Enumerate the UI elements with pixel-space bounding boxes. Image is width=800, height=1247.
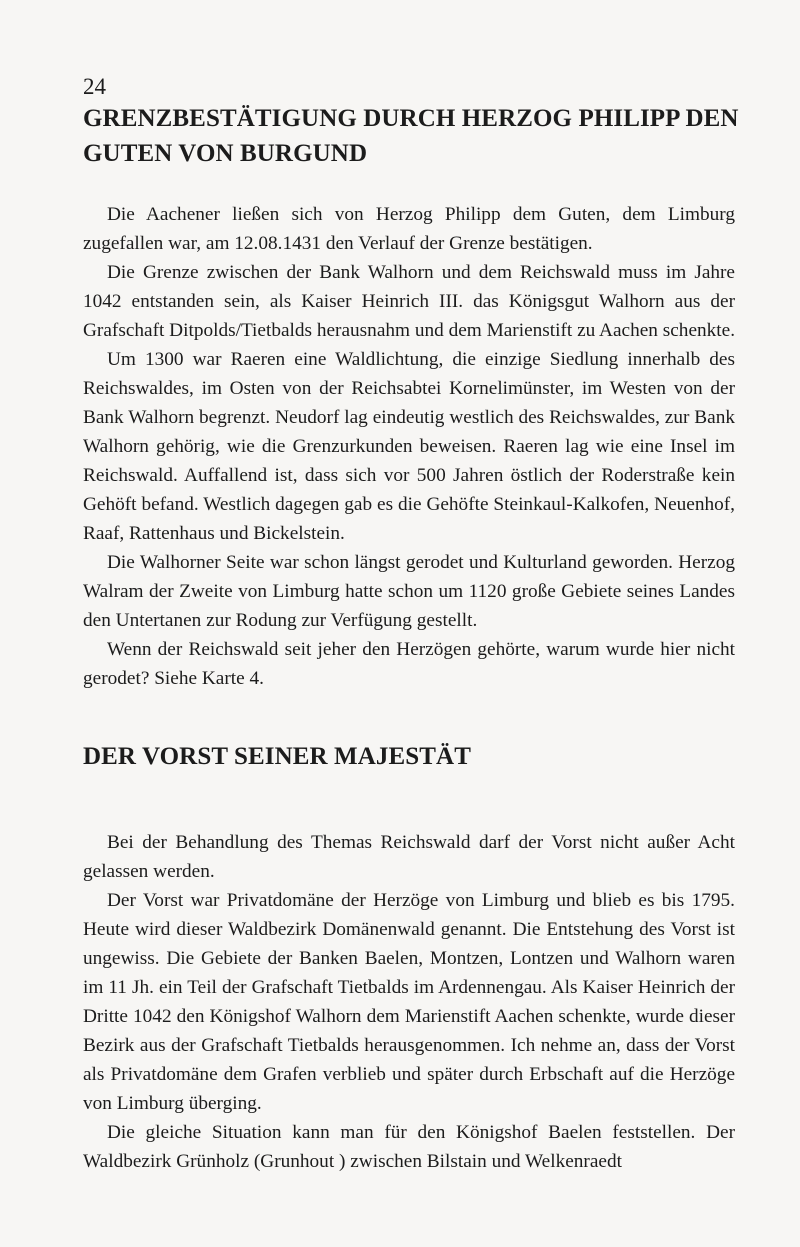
section-body-grenzbestaetigung [83,200,735,693]
paragraph: Die Walhorner Seite war schon längst gerodet und Kulturland geworden. Herzog Walram der Zweite von Limburg hatte schon um 1120 große Gebiete seines Landes den Untertanen zur Rodung zur Verfügung gestellt. [83,552,735,631]
paragraph: Um 1300 war Raeren eine Waldlichtung, die einzige Siedlung innerhalb des Reichswaldes, im Osten von der Reichsabtei Kornelimünster, im Westen von der Bank Walhorn begrenzt. Neudorf lag eindeutig westlich des Reichswaldes, zur Bank Walhorn gehörig, wie die Grenzurkunden beweisen. Raeren lag wie eine Insel im Reichswald. Auffallend ist, dass sich vor 500 Jahren östlich der Roderstraße kein Gehöft befand. Westlich dagegen gab es die Gehöfte Steinkaul-Kalkofen, Neuenhof, Raaf, Rattenhaus und Bickelstein. [83,349,735,544]
paragraph: Die Aachener ließen sich von Herzog Philipp dem Guten, dem Limburg zugefallen war, am 12.08.1431 den Verlauf der Grenze bestätigen. [83,204,735,254]
section-body-vorst [83,828,735,1176]
section-heading-grenzbestaetigung: GRENZBESTÄTIGUNG DURCH HERZOG PHILIPP DEN GUTEN VON BURGUND [83,105,739,167]
page-number: 24 [83,74,106,99]
paragraph: Die gleiche Situation kann man für den Königshof Baelen feststellen. Der Waldbezirk Grünholz (Grunhout ) zwischen Bilstain und Welkenraedt [83,1122,735,1172]
paragraph: Wenn der Reichswald seit jeher den Herzögen gehörte, warum wurde hier nicht gerodet? Siehe Karte 4. [83,639,735,689]
paragraph: Der Vorst war Privatdomäne der Herzöge von Limburg und blieb es bis 1795. Heute wird dieser Waldbezirk Domänenwald genannt. Die Entstehung des Vorst ist ungewiss. Die Gebiete der Banken Baelen, Montzen, Lontzen und Walhorn waren im 11 Jh. ein Teil der Grafschaft Tietbalds im Ardennengau. Als Kaiser Heinrich der Dritte 1042 den Königshof Walhorn dem Marienstift Aachen schenkte, wurde dieser Bezirk aus der Grafschaft Tietbalds herausgenommen. Ich nehme an, dass der Vorst als Privatdomäne dem Grafen verblieb und später durch Erbschaft auf die Herzöge von Limburg überging. [83,890,735,1114]
paragraph: Die Grenze zwischen der Bank Walhorn und dem Reichswald muss im Jahre 1042 entstanden sein, als Kaiser Heinrich III. das Königsgut Walhorn aus der Grafschaft Ditpolds/Tietbalds herausnahm und dem Marienstift zu Aachen schenkte. [83,262,736,341]
paragraph: Bei der Behandlung des Themas Reichswald darf der Vorst nicht außer Acht gelassen werden. [83,832,735,882]
section-heading-vorst: DER VORST SEINER MAJESTÄT [83,743,471,770]
